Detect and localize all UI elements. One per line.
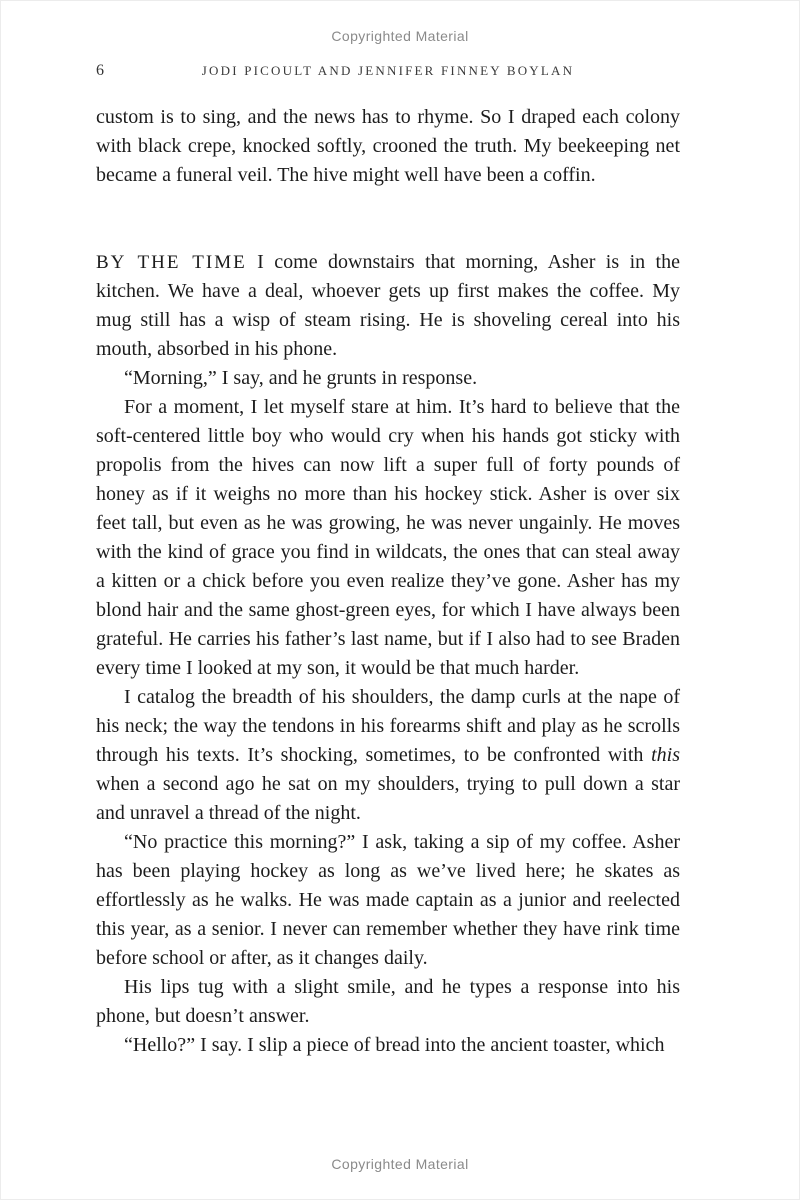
copyright-notice-top: Copyrighted Material — [331, 28, 469, 44]
paragraph-text: when a second ago he sat on my shoulders, trying to pull down a star and unravel a thread of the night. — [96, 773, 680, 824]
paragraph: His lips tug with a slight smile, and he types a response into his phone, but doesn’t answer. — [96, 976, 680, 1027]
paragraph-dialogue: “No practice this morning?” I ask, taking a sip of my coffee. Asher has been playing hockey as long as we’ve lived here; he skates as effortlessly as he walks. He was made captain as a junior and reelected this year, as a senior. I never can remember whether they have rink time before school or after, as it changes daily. — [96, 831, 680, 969]
copyright-notice-bottom: Copyrighted Material — [331, 1156, 469, 1172]
paragraph-continuation: custom is to sing, and the news has to rhyme. So I draped each colony with black crepe, knocked softly, crooned the truth. My beekeeping net became a funeral veil. The hive might well have been a coffin. — [96, 106, 680, 186]
paragraph-dialogue: “Hello?” I say. I slip a piece of bread into the ancient toaster, which — [124, 1034, 665, 1056]
paragraph-text: I catalog the breadth of his shoulders, the damp curls at the nape of his neck; the way the tendons in his forearms shift and play as he scrolls through his texts. It’s shocking, sometimes, to be confronted with — [96, 686, 680, 766]
paragraph-text: I come downstairs that morning, Asher is in the kitchen. We have a deal, whoever gets up first makes the coffee. My mug still has a wisp of steam rising. He is shoveling cereal into his mouth, absorbed in his phone. — [96, 251, 680, 360]
page-number: 6 — [96, 62, 104, 79]
paragraph-dialogue: “Morning,” I say, and he grunts in response. — [124, 367, 478, 389]
body-text — [96, 103, 680, 1060]
section-lead-in: BY THE TIME — [96, 252, 247, 273]
paragraph-section-opening — [96, 248, 680, 364]
running-title: JODI PICOULT AND JENNIFER FINNEY BOYLAN — [201, 63, 575, 78]
emphasized-word: this — [651, 744, 680, 766]
running-header — [96, 62, 680, 80]
paragraph-with-emphasis — [96, 683, 680, 828]
paragraph: For a moment, I let myself stare at him. It’s hard to believe that the soft-centered little boy who would cry when his hands got sticky with propolis from the hives can now lift a super full of forty pounds of honey as if it weighs no more than his hockey stick. Asher is over six feet tall, but even as he was growing, he was never ungainly. He moves with the kind of grace you find in wildcats, the ones that can steal away a kitten or a chick before you even realize they’ve gone. Asher has my blond hair and the same ghost-green eyes, for which I have always been grateful. He carries his father’s last name, but if I also had to see Braden every time I looked at my son, it would be that much harder. — [96, 396, 680, 679]
